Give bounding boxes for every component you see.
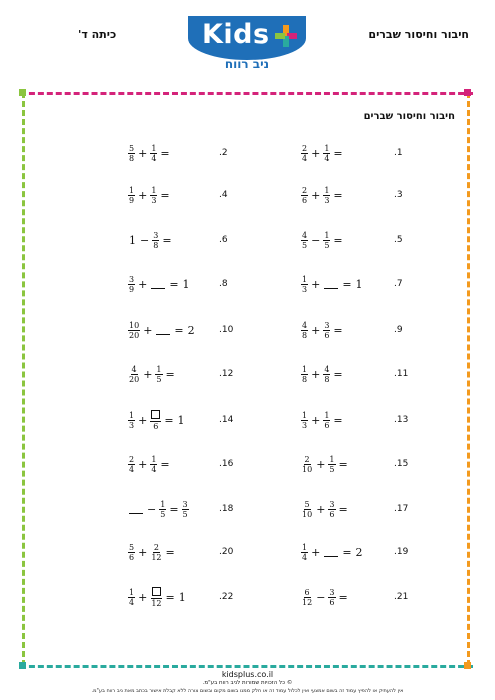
- fraction: [301, 500, 313, 519]
- operator: +: [311, 413, 321, 427]
- fraction-denominator: 8: [153, 240, 159, 250]
- fraction: [155, 365, 162, 384]
- operator: +: [138, 146, 148, 160]
- fraction-denominator: 3: [302, 420, 308, 430]
- fraction-numerator: 3: [324, 320, 330, 330]
- fraction-numerator: 3: [329, 587, 335, 597]
- operator: =: [338, 457, 348, 471]
- operator: −: [147, 502, 157, 516]
- fraction-numerator: 4: [131, 364, 137, 374]
- operator: +: [138, 590, 148, 604]
- whole-number: 1: [178, 590, 186, 604]
- fraction-numerator: 4: [302, 320, 308, 330]
- fraction-denominator: 8: [302, 374, 308, 384]
- logo-brand: Kids: [202, 19, 270, 50]
- exercise-expression: [127, 497, 190, 521]
- fraction: [301, 588, 313, 607]
- exercise-expression: [127, 452, 172, 476]
- fraction: [328, 500, 335, 519]
- fraction: [323, 144, 330, 163]
- frame-corner: [19, 89, 26, 96]
- operator: +: [311, 545, 321, 559]
- footer-copyright: © כל הזכויות שמורות לניב רווח בע"מ.: [202, 680, 293, 686]
- fraction-numerator: 10: [129, 320, 140, 330]
- frame-left-border: [22, 92, 25, 666]
- fraction-numerator: 2: [153, 542, 159, 552]
- exercise-expression: [300, 585, 350, 609]
- empty-box-icon: [152, 587, 161, 596]
- operator: +: [143, 367, 153, 381]
- fraction: [159, 500, 166, 519]
- fraction-numerator: 1: [324, 143, 330, 153]
- exercise-expression: [127, 408, 187, 432]
- fraction: [323, 231, 330, 250]
- fraction-denominator: 3: [151, 195, 157, 205]
- fraction-denominator: 5: [182, 509, 188, 519]
- exercise-expression: [300, 318, 345, 342]
- answer-blank: [324, 280, 338, 289]
- operator: =: [342, 277, 352, 291]
- fraction: [301, 411, 308, 430]
- operator: =: [160, 146, 170, 160]
- fraction: [150, 543, 162, 562]
- fraction: [128, 365, 140, 384]
- fraction-numerator: 1: [302, 542, 308, 552]
- fraction-numerator: 2: [302, 143, 308, 153]
- exercise-expression: [300, 141, 345, 165]
- fraction-numerator: 1: [151, 143, 157, 153]
- fraction-numerator: 3: [129, 274, 135, 284]
- fraction-numerator: 3: [329, 499, 335, 509]
- operator: =: [333, 413, 343, 427]
- exercise-number: .7: [394, 279, 403, 289]
- frame-right-border: [467, 92, 470, 666]
- fraction-numerator: 1: [324, 230, 330, 240]
- operator: =: [342, 545, 352, 559]
- operator: =: [338, 502, 348, 516]
- exercise-number: .17: [394, 504, 409, 514]
- exercise-expression: [127, 272, 192, 296]
- fraction: [128, 543, 135, 562]
- fraction-denominator: 4: [129, 464, 135, 474]
- fraction: [128, 144, 135, 163]
- fraction-denominator: 6: [153, 421, 159, 431]
- whole-number: 2: [355, 545, 363, 559]
- fraction-denominator: 12: [302, 597, 313, 607]
- fraction: [323, 186, 330, 205]
- operator: =: [333, 367, 343, 381]
- fraction-denominator: 12: [151, 552, 162, 562]
- fraction: [152, 231, 159, 250]
- fraction-denominator: 4: [129, 597, 135, 607]
- fraction: [328, 588, 335, 607]
- exercise-number: .9: [394, 325, 403, 335]
- operator: =: [169, 277, 179, 291]
- fraction-denominator: 6: [302, 195, 308, 205]
- operator: −: [140, 233, 150, 247]
- exercise-number: .5: [394, 235, 403, 245]
- whole-number: 1: [177, 413, 185, 427]
- fraction-denominator: 10: [302, 464, 313, 474]
- operator: +: [316, 502, 326, 516]
- fraction-numerator: 1: [129, 410, 135, 420]
- fraction-numerator: 1: [302, 364, 308, 374]
- fraction-numerator: 2: [304, 454, 310, 464]
- exercise-expression: [127, 362, 177, 386]
- fraction: [128, 588, 135, 607]
- operator: =: [333, 188, 343, 202]
- fraction: [301, 231, 308, 250]
- whole-number: 2: [187, 323, 195, 337]
- operator: +: [311, 323, 321, 337]
- fraction-numerator: 3: [182, 499, 188, 509]
- fraction: [328, 455, 335, 474]
- exercise-expression: [127, 585, 188, 609]
- fraction-numerator: 5: [129, 143, 135, 153]
- exercise-expression: [300, 408, 345, 432]
- fraction-denominator: 10: [302, 509, 313, 519]
- exercise-expression: [300, 362, 345, 386]
- fraction-denominator: 6: [324, 420, 330, 430]
- operator: +: [138, 277, 148, 291]
- fraction: [301, 144, 308, 163]
- fraction-denominator: 8: [324, 374, 330, 384]
- fraction-numerator: 1: [324, 410, 330, 420]
- exercise-expression: [300, 228, 345, 252]
- operator: =: [165, 590, 175, 604]
- exercise-expression: [300, 540, 365, 564]
- operator: +: [316, 457, 326, 471]
- operator: =: [333, 233, 343, 247]
- fraction: [150, 410, 161, 431]
- operator: =: [164, 413, 174, 427]
- fraction-denominator: 6: [129, 552, 135, 562]
- fraction: [128, 455, 135, 474]
- operator: =: [174, 323, 184, 337]
- fraction-denominator: 4: [302, 153, 308, 163]
- fraction-denominator: 4: [151, 153, 157, 163]
- exercise-number: .19: [394, 547, 409, 557]
- operator: =: [333, 146, 343, 160]
- operator: =: [162, 233, 172, 247]
- fraction-denominator: 6: [329, 597, 335, 607]
- fraction-denominator: 3: [129, 420, 135, 430]
- fraction-numerator: 2: [129, 454, 135, 464]
- fraction-denominator: 8: [129, 153, 135, 163]
- exercise-number: .14: [219, 415, 234, 425]
- fraction: [301, 321, 308, 340]
- fraction-numerator: 5: [129, 542, 135, 552]
- exercise-number: .22: [219, 592, 234, 602]
- fraction-denominator: 20: [129, 330, 140, 340]
- answer-blank: [324, 548, 338, 557]
- operator: +: [311, 277, 321, 291]
- exercise-expression: [300, 497, 350, 521]
- fraction-numerator: 1: [129, 185, 135, 195]
- operator: =: [338, 590, 348, 604]
- fraction-denominator: 20: [129, 374, 140, 384]
- fraction-numerator: 1: [302, 410, 308, 420]
- fraction-numerator: 1: [129, 587, 135, 597]
- fraction-denominator: 12: [151, 598, 162, 608]
- operator: +: [138, 457, 148, 471]
- exercise-number: .12: [219, 369, 234, 379]
- grade-label: כיתה ד': [78, 28, 117, 41]
- exercise-number: .21: [394, 592, 409, 602]
- operator: +: [311, 188, 321, 202]
- frame-corner: [464, 662, 471, 669]
- operator: =: [165, 367, 175, 381]
- whole-number: 1: [129, 233, 136, 247]
- fraction-denominator: 8: [302, 330, 308, 340]
- exercise-number: .4: [219, 190, 228, 200]
- fraction-numerator: 2: [302, 185, 308, 195]
- fraction: [323, 321, 330, 340]
- fraction: [128, 275, 135, 294]
- operator: =: [160, 457, 170, 471]
- exercise-number: .13: [394, 415, 409, 425]
- operator: =: [165, 545, 175, 559]
- operator: +: [311, 146, 321, 160]
- operator: +: [138, 413, 148, 427]
- operator: =: [169, 502, 179, 516]
- operator: +: [143, 323, 153, 337]
- fraction: [150, 455, 157, 474]
- logo-subtitle: ניב רווח: [224, 57, 270, 71]
- fraction-numerator: 1: [302, 274, 308, 284]
- operator: =: [333, 323, 343, 337]
- exercise-number: .15: [394, 459, 409, 469]
- fraction: [128, 321, 140, 340]
- exercise-number: .16: [219, 459, 234, 469]
- fraction-denominator: 4: [151, 464, 157, 474]
- fraction-denominator: 4: [324, 153, 330, 163]
- fraction: [128, 411, 135, 430]
- frame-top-border: [20, 92, 473, 95]
- fraction-numerator: 1: [151, 185, 157, 195]
- operator: +: [138, 188, 148, 202]
- fraction: [301, 543, 308, 562]
- operator: +: [311, 367, 321, 381]
- fraction-denominator: 5: [156, 374, 162, 384]
- exercise-expression: [300, 452, 350, 476]
- frame-bottom-border: [20, 665, 473, 668]
- fraction-denominator: 5: [324, 240, 330, 250]
- fraction: [301, 186, 308, 205]
- fraction: [150, 186, 157, 205]
- fraction-denominator: 3: [302, 284, 308, 294]
- exercise-number: .18: [219, 504, 234, 514]
- fraction: [323, 365, 330, 384]
- exercise-number: .11: [394, 369, 409, 379]
- header-title: חיבור וחיסור שברים: [368, 28, 469, 41]
- exercise-expression: [127, 318, 197, 342]
- fraction: [323, 411, 330, 430]
- answer-box: [150, 410, 161, 422]
- operator: =: [160, 188, 170, 202]
- fraction: [301, 365, 308, 384]
- exercise-number: .2: [219, 148, 228, 158]
- fraction-numerator: 1: [329, 454, 335, 464]
- empty-box-icon: [151, 410, 160, 419]
- fraction-numerator: 1: [156, 364, 162, 374]
- exercise-number: .3: [394, 190, 403, 200]
- fraction-numerator: 6: [304, 587, 310, 597]
- kids-plus-logo: [188, 16, 306, 74]
- exercise-expression: [127, 228, 174, 252]
- fraction-numerator: 4: [324, 364, 330, 374]
- fraction: [301, 455, 313, 474]
- answer-blank: [129, 505, 143, 514]
- frame-corner: [19, 662, 26, 669]
- answer-box: [151, 587, 162, 599]
- exercise-number: .10: [219, 325, 234, 335]
- footer-legal: אין להעתיק או להפיץ עמוד זה בשום אמצעי ואין לכלול עמוד זה או חלק ממנו בשום מקום ובשום צורה ללא קבלת אישור בכתב מאת ניב רווח בע"מ.: [91, 688, 404, 694]
- fraction-denominator: 9: [129, 284, 135, 294]
- fraction-numerator: 1: [160, 499, 166, 509]
- exercise-number: .8: [219, 279, 228, 289]
- fraction: [301, 275, 308, 294]
- operator: +: [138, 545, 148, 559]
- fraction-numerator: 1: [151, 454, 157, 464]
- exercise-expression: [127, 540, 177, 564]
- answer-blank: [156, 326, 170, 335]
- fraction: [150, 144, 157, 163]
- fraction-denominator: 9: [129, 195, 135, 205]
- fraction-denominator: 6: [329, 509, 335, 519]
- fraction: [182, 500, 189, 519]
- fraction-numerator: 1: [324, 185, 330, 195]
- frame-corner: [464, 89, 471, 96]
- fraction-denominator: 5: [302, 240, 308, 250]
- exercise-number: .6: [219, 235, 228, 245]
- whole-number: 1: [355, 277, 363, 291]
- fraction-denominator: 6: [324, 330, 330, 340]
- exercise-number: .1: [394, 148, 403, 158]
- operator: −: [311, 233, 321, 247]
- fraction-numerator: 5: [304, 499, 310, 509]
- footer-site: kidsplus.co.il: [221, 670, 274, 679]
- fraction-denominator: 5: [160, 509, 166, 519]
- fraction-denominator: 4: [302, 552, 308, 562]
- exercise-expression: [300, 183, 345, 207]
- fraction-denominator: 5: [329, 464, 335, 474]
- exercise-expression: [300, 272, 365, 296]
- exercise-expression: [127, 183, 172, 207]
- exercise-number: .20: [219, 547, 234, 557]
- fraction-denominator: 3: [324, 195, 330, 205]
- fraction-numerator: 3: [153, 230, 159, 240]
- plus-logo-icon: [274, 24, 298, 48]
- operator: −: [316, 590, 326, 604]
- fraction: [150, 587, 162, 608]
- exercise-expression: [127, 141, 172, 165]
- worksheet-title: חיבור וחיסור שברים: [363, 111, 455, 122]
- answer-blank: [151, 280, 165, 289]
- fraction-numerator: 4: [302, 230, 308, 240]
- whole-number: 1: [182, 277, 190, 291]
- fraction: [128, 186, 135, 205]
